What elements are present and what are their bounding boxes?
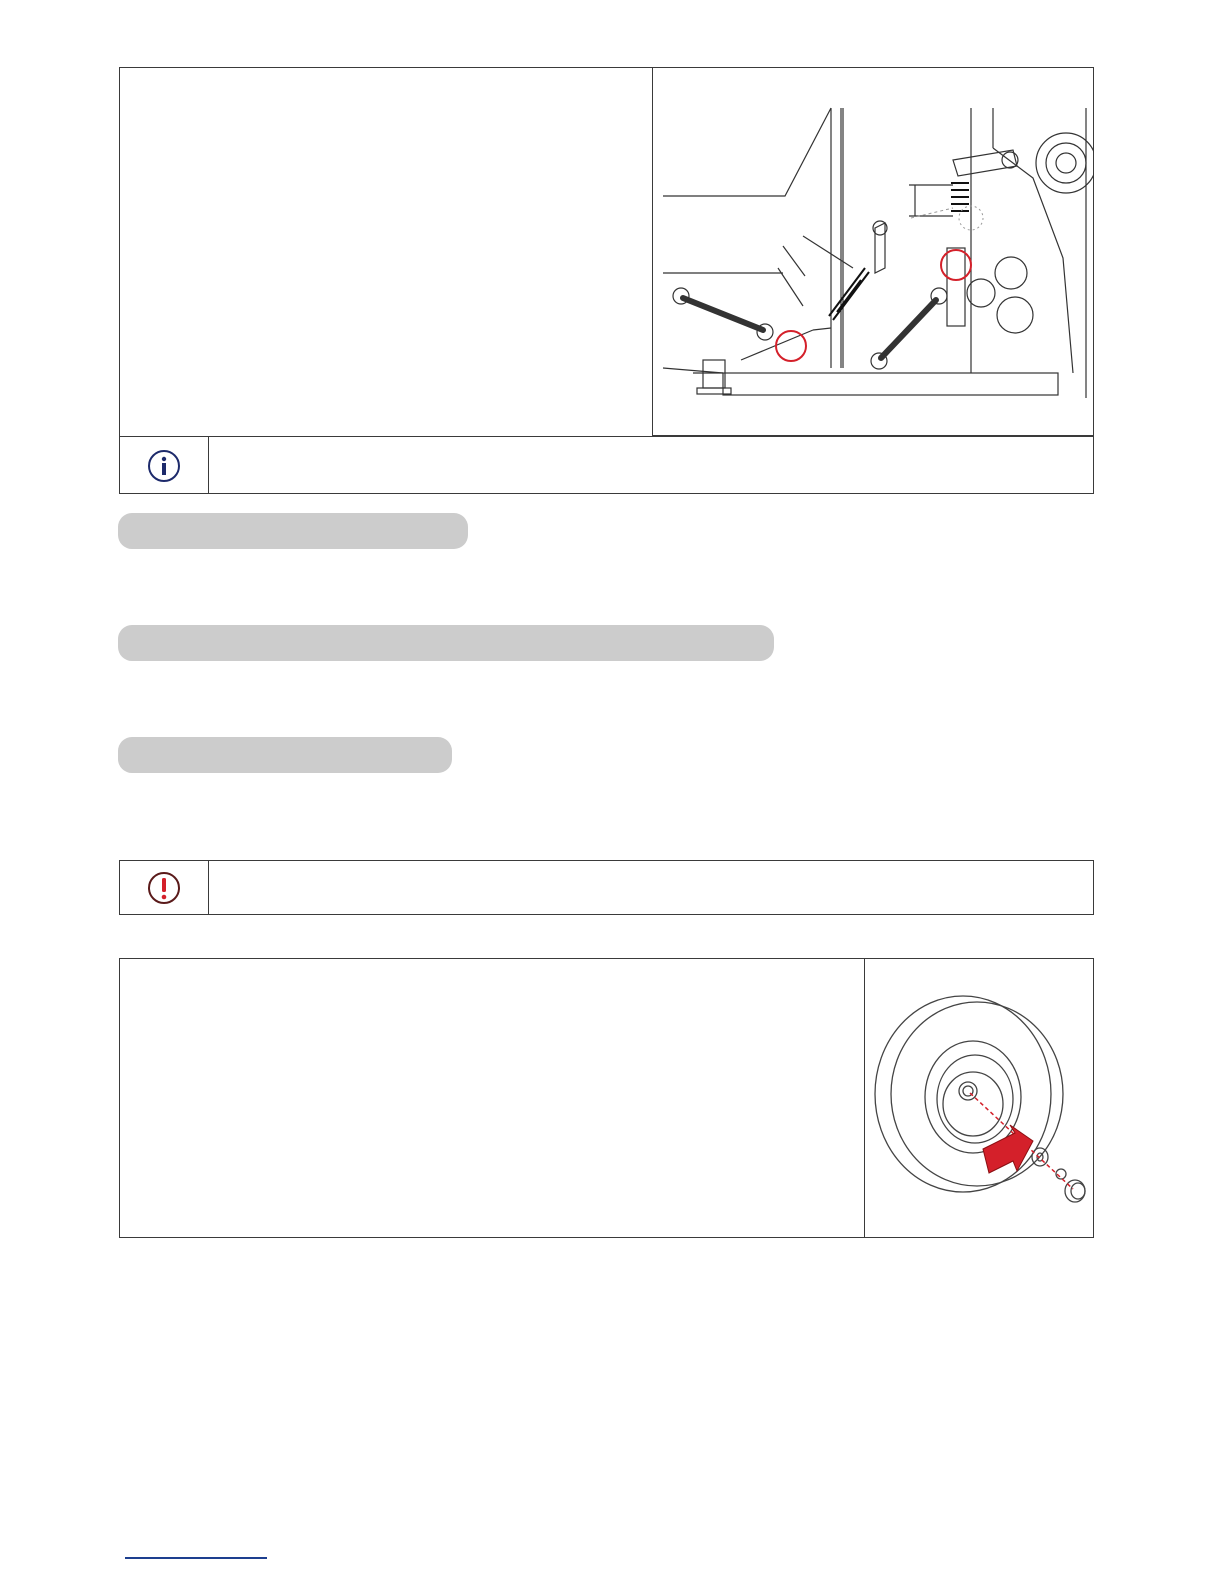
wheel-removal-figure — [864, 959, 1093, 1237]
info-icon — [146, 448, 182, 484]
wheel-removal-diagram-icon — [865, 959, 1094, 1237]
warning-icon-cell — [120, 861, 209, 914]
bottom-instruction-table — [119, 958, 1094, 1238]
spring-adjustment-figure — [652, 68, 1093, 436]
info-icon-cell — [120, 437, 209, 494]
section-heading-1 — [118, 513, 468, 549]
bottom-text-cell — [120, 959, 864, 1237]
top-text-cell — [120, 68, 652, 436]
warning-note-row — [119, 860, 1094, 915]
section-heading-2 — [118, 625, 774, 661]
footer-link-underline[interactable] — [125, 1557, 267, 1559]
exclamation-icon — [146, 870, 182, 906]
info-note-row — [120, 436, 1093, 493]
top-instruction-table — [119, 67, 1094, 494]
spring-tension-diagram-icon — [653, 68, 1094, 436]
section-heading-3 — [118, 737, 452, 773]
